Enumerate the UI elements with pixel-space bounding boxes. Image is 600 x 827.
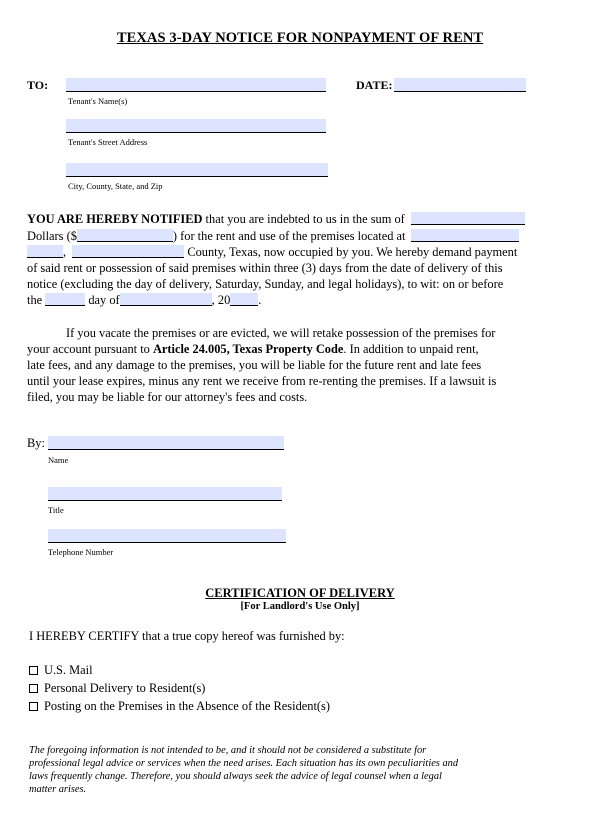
vacate-line-4: until your lease expires, minus any rent we receive from re-renting the premises. If a lawsuit is: [27, 374, 497, 388]
signer-phone-field[interactable]: [48, 529, 286, 543]
county-field[interactable]: [72, 245, 184, 258]
option-posting[interactable]: Posting on the Premises in the Absence of the Resident(s): [29, 699, 330, 714]
signer-name-field[interactable]: [48, 436, 284, 450]
sum-amount-field[interactable]: [77, 229, 173, 242]
notified-heading: YOU ARE HEREBY NOTIFIED: [27, 212, 203, 226]
certify-statement: I HEREBY CERTIFY that a true copy hereof was furnished by:: [29, 629, 345, 643]
checkbox[interactable]: [29, 666, 38, 675]
deadline-month-field[interactable]: [120, 293, 212, 306]
vacate-line-3: late fees, and any damage to the premises, you will be liable for the future rent and late fees: [27, 358, 482, 372]
premises-address-field[interactable]: [411, 229, 519, 242]
deadline-year-field[interactable]: [230, 293, 258, 306]
notice-line-5: notice (excluding the day of delivery, Saturday, Sunday, and legal holidays), to wit: on or before: [27, 277, 504, 291]
title-caption: Title: [48, 505, 64, 515]
street-address-caption: Tenant's Street Address: [68, 137, 148, 147]
signer-title-field[interactable]: [48, 487, 282, 501]
option-us-mail[interactable]: U.S. Mail: [29, 663, 93, 678]
certification-subtitle: [For Landlord's Use Only]: [240, 601, 360, 612]
disclaimer-line-2: professional legal advice or services when the need arises. Each situation has its own peculiarities and: [29, 758, 459, 769]
article-reference: Article 24.005, Texas Property Code: [152, 342, 344, 356]
city-state-zip-field[interactable]: [66, 163, 328, 177]
phone-caption: Telephone Number: [48, 547, 114, 557]
document-title: TEXAS 3-DAY NOTICE FOR NONPAYMENT OF RENT: [116, 30, 484, 46]
notice-line-6: the day of , 20 .: [27, 293, 262, 307]
disclaimer-line-3: laws frequently change. Therefore, you should always seek the advice of legal counsel when a legal: [29, 771, 442, 782]
street-address-field[interactable]: [66, 119, 326, 133]
deadline-day-field[interactable]: [45, 293, 85, 306]
date-label: DATE:: [356, 78, 393, 92]
premises-city-field[interactable]: [27, 245, 63, 258]
city-state-zip-caption: City, County, State, and Zip: [68, 181, 163, 191]
notice-line-3: , County, Texas, now occupied by you. We hereby demand payment: [27, 244, 517, 260]
date-field[interactable]: [394, 78, 526, 92]
name-caption: Name: [48, 455, 69, 465]
vacate-line-2: your account pursuant to Article 24.005, Texas Property Code. In addition to unpaid rent,: [27, 342, 479, 356]
certification-title: CERTIFICATION OF DELIVERY: [205, 586, 395, 600]
notice-line-1: YOU ARE HEREBY NOTIFIED that you are indebted to us in the sum of: [27, 211, 525, 227]
vacate-line-1: If you vacate the premises or are evicted, we will retake possession of the premises for: [66, 326, 496, 340]
sum-words-field[interactable]: [411, 212, 525, 225]
disclaimer-line-1: The foregoing information is not intended to be, and it should not be considered a substitute for: [29, 745, 427, 756]
option-personal-delivery[interactable]: Personal Delivery to Resident(s): [29, 681, 205, 696]
to-label: TO:: [27, 78, 49, 92]
disclaimer-line-4: matter arises.: [29, 784, 87, 795]
tenant-name-field[interactable]: [66, 78, 326, 92]
by-label: By:: [27, 436, 45, 450]
notice-line-2: Dollars ($ ) for the rent and use of the premises located at: [27, 228, 519, 244]
vacate-line-5: filed, you may be liable for our attorney's fees and costs.: [27, 390, 308, 404]
tenant-name-caption: Tenant's Name(s): [68, 96, 128, 106]
checkbox[interactable]: [29, 684, 38, 693]
checkbox[interactable]: [29, 702, 38, 711]
notice-line-4: of said rent or possession of said premises within three (3) days from the date of delivery of this: [27, 261, 503, 275]
